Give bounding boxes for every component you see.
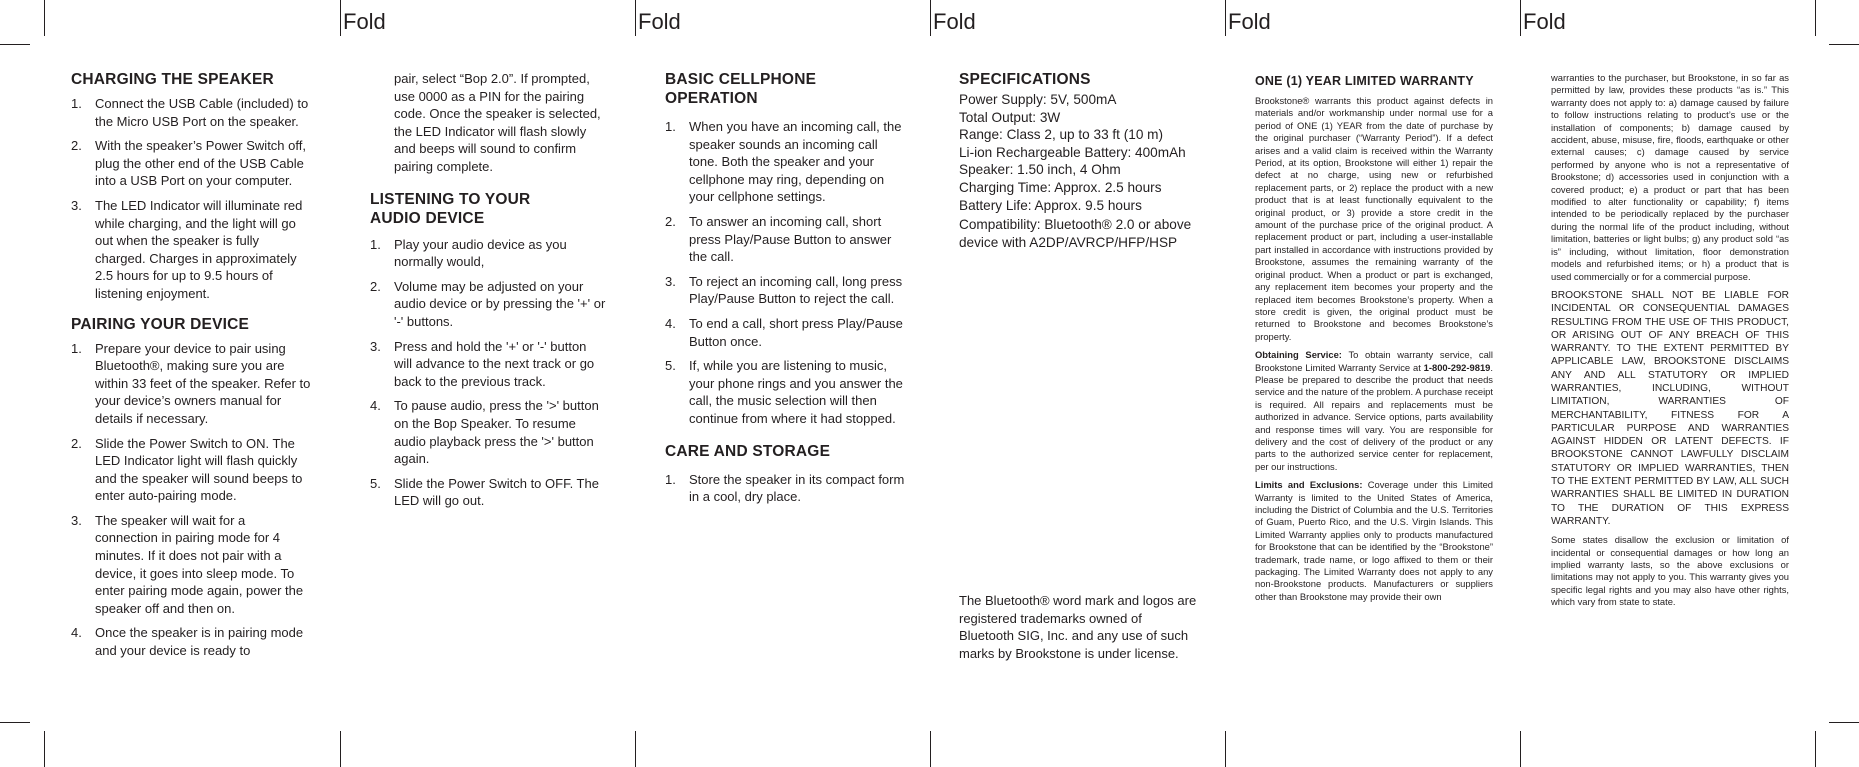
list-item [71, 95, 311, 130]
spec-range: Range: Class 2, up to 33 ft (10 m) [959, 127, 1164, 143]
fold-line [1225, 0, 1226, 36]
crop-mark [1829, 722, 1859, 723]
step-number: 3. [71, 197, 82, 213]
step-number: 2. [71, 435, 82, 451]
trademark-notice: The Bluetooth® word mark and logos are registered trademarks owned of Bluetooth SIG, Inc. and any use of such marks by Brookstone is under license. [959, 593, 1197, 661]
list-item [71, 137, 311, 190]
charging-steps [71, 95, 311, 303]
panel-specifications [959, 70, 1204, 661]
spec-power: Power Supply: 5V, 500mA [959, 92, 1117, 107]
step-text: Slide the Power Switch to OFF. The LED will go out. [394, 475, 599, 509]
panel-cellphone-care [665, 70, 910, 513]
obtaining-service-paragraph [1255, 349, 1493, 473]
service-phone: 1-800-292-9819 [1423, 361, 1491, 373]
list-item [370, 397, 606, 467]
step-number: 2. [665, 213, 676, 229]
obtaining-service-text: To obtain warranty service, call Brookstone Limited Warranty Service at [1255, 349, 1493, 373]
step-number: 2. [370, 278, 381, 294]
spec-battery-life: Battery Life: Approx. 9.5 hours [959, 197, 1142, 213]
fold-line [340, 0, 341, 36]
step-text: Store the speaker in its compact form in a cool, dry place. [689, 471, 905, 505]
step-text: Press and hold the '+' or '-' button will advance to the next track or go back to the previous track. [394, 338, 595, 389]
list-item [71, 340, 311, 428]
listening-heading [370, 190, 606, 228]
step-text: To answer an incoming call, short press Play/Pause Button to answer the call. [689, 213, 892, 265]
step-text: To end a call, short press Play/Pause Button once. [689, 315, 903, 349]
step-text: The speaker will wait for a connection in pairing mode for 4 minutes. If it does not pair with a device, it goes into sleep mode. To enter pairing mode again, power the speaker off and then on. [95, 512, 304, 616]
pairing-heading: PAIRING YOUR DEVICE [71, 315, 250, 333]
fold-line [340, 731, 341, 767]
listening-heading-line1: LISTENING TO YOUR [370, 190, 531, 208]
panel-charging-pairing [71, 70, 311, 667]
limits-paragraph [1255, 479, 1493, 603]
fold-label: Fold [638, 9, 681, 34]
list-item [370, 236, 606, 271]
step-text: Prepare your device to pair using Bluetooth®, making sure you are within 33 feet of the speaker. Refer to your device’s owners manual for details if necessary. [95, 340, 311, 426]
step-text: Slide the Power Switch to ON. The LED Indicator light will flash quickly and the speaker will sound beeps to enter auto-pairing mode. [95, 435, 303, 504]
listening-heading-line2: AUDIO DEVICE [370, 209, 485, 227]
fold-label: Fold [1523, 9, 1566, 34]
step-number: 3. [370, 338, 381, 354]
panel-warranty-continued [1551, 72, 1789, 615]
care-heading: CARE AND STORAGE [665, 442, 831, 460]
warranty-heading: ONE (1) YEAR LIMITED WARRANTY [1255, 74, 1474, 88]
fold-line [1520, 731, 1521, 767]
obtaining-service-label: Obtaining Service: [1255, 349, 1342, 361]
step-text: Play your audio device as you normally would, [394, 236, 567, 270]
fold-line [635, 731, 636, 767]
list-item [71, 435, 311, 505]
step-text: The LED Indicator will illuminate red while charging, and the light will go out when the speaker is fully charged. Charges in approximately 2.5 hours for up to 9.5 hours of listening enjoyment. [95, 197, 303, 301]
care-steps [665, 471, 910, 506]
warranty-continued-paragraph: warranties to the purchaser, but Brookstone, in so far as permitted by law, provides these products “as is.” This warranty does not apply to: a) damage caused by failure to follow instructions relating to product’s use or the installation of components; b) damage caused by accident, abuse, misuse, fire, floods, earthquake or other external causes; c) damage caused by service performed by anyone who is not a representative of Brookstone; d) accessories used in conjunction with a covered product; e) a product or part that has been modified to alter functionality or capability; f) items intended to be periodically replaced by the purchaser during the normal life of the product including, without limitation, batteries or light bulbs; g) any product sold “as is” including, without limitation, floor demonstration models and refurbished items; or h) a product that is used commercially or for a commercial purpose. [1551, 72, 1789, 282]
list-item [665, 315, 910, 350]
fold-line [930, 731, 931, 767]
crop-mark [0, 44, 30, 45]
list-item [370, 475, 606, 510]
step-number: 5. [665, 358, 676, 374]
liability-disclaimer: BROOKSTONE SHALL NOT BE LIABLE FOR INCIDENTAL OR CONSEQUENTIAL DAMAGES RESULTING FROM THE USE OF THIS PRODUCT, OR ARISING OUT OF ANY BREACH OF THIS WARRANTY. TO THE EXTENT PERMITTED BY APPLICABLE LAW, BROOKSTONE DISCLAIMS ANY AND ALL STATUTORY OR IMPLIED WARRANTIES, INCLUDING, WITHOUT LIMITATION, WARRANTIES OF MERCHANTABILITY, FITNESS FOR A PARTICULAR PURPOSE AND WARRANTIES AGAINST HIDDEN OR LATENT DEFECTS. IF BROOKSTONE CANNOT LAWFULLY DISCLAIM STATUTORY OR IMPLIED WARRANTIES, THEN TO THE EXTENT PERMITTED BY LAW, ALL SUCH WARRANTIES SHALL BE LIMITED IN DURATION TO THE DURATION OF THIS EXPRESS WARRANTY. [1551, 289, 1789, 527]
spec-charging-time: Charging Time: Approx. 2.5 hours [959, 179, 1162, 195]
step-number: 4. [665, 315, 676, 331]
list-item [71, 512, 311, 618]
step-number: 4. [370, 398, 381, 414]
fold-line [1225, 731, 1226, 767]
step-number: 3. [665, 273, 676, 289]
step-text: To reject an incoming call, long press Play/Pause Button to reject the call. [689, 273, 903, 307]
pairing-steps [71, 340, 311, 660]
crop-mark [1829, 44, 1859, 45]
crop-mark [44, 731, 45, 767]
list-item [71, 197, 311, 303]
cellphone-steps [665, 118, 910, 428]
step-text: To pause audio, press the '>' button on the Bop Speaker. To resume audio playback press the '>' button again. [394, 398, 599, 467]
crop-mark [44, 0, 45, 36]
step-text: If, while you are listening to music, your phone rings and you answer the call, the music selection will then continue from where it had stopped. [689, 358, 903, 426]
step-text: Connect the USB Cable (included) to the Micro USB Port on the speaker. [95, 96, 309, 129]
step-number: 2. [71, 138, 82, 154]
pairing-continued: pair, select “Bop 2.0”. If prompted, use 0000 as a PIN for the pairing code. Once the speaker is selected, the LED Indicator will flash slowly and beeps will sound to confirm pairing complete. [394, 71, 601, 174]
spec-compatibility: Compatibility: Bluetooth® 2.0 or above device with A2DP/AVRCP/HFP/HSP [959, 217, 1192, 250]
warranty-paragraph: Brookstone® warrants this product against defects in materials and/or workmanship under normal use for a period of ONE (1) YEAR from the date of purchase by the original purchaser (“Warranty Period”). If a defect arises and a valid claim is received within the Warranty Period, at its option, Brookstone will either 1) repair the defect at no charge, using new or refurbished replacement parts, or 2) replace the product with a new product that is at least functionally equivalent to the original product, or 3) provide a store credit in the amount of the purchase price of the original product. A replacement product or part, including a user-installable part installed in accordance with instructions provided by Brookstone, assumes the remaining warranty of the original product. When a product or part is exchanged, any replacement item becomes your property and the replaced item becomes Brookstone’s property. When a store credit is given, the original product must be returned to Brookstone and becomes Brookstone’s property. [1255, 95, 1493, 342]
list-item [71, 624, 311, 659]
fold-label: Fold [933, 9, 976, 34]
crop-mark [1815, 0, 1816, 36]
step-number: 1. [71, 96, 82, 111]
step-text: With the speaker’s Power Switch off, plug the other end of the USB Cable into a USB Port on your computer. [95, 138, 306, 189]
crop-mark [0, 722, 30, 723]
state-rights-paragraph: Some states disallow the exclusion or limitation of incidental or consequential damages or how long an implied warranty lasts, so the above exclusions or limitations may not apply to you. This warranty gives you specific legal rights and you may also have other rights, which vary from state to state. [1551, 534, 1789, 608]
list-item [665, 471, 910, 506]
step-number: 5. [370, 475, 381, 491]
panel-listening [370, 70, 606, 517]
limits-label: Limits and Exclusions: [1255, 479, 1363, 491]
fold-label: Fold [1228, 9, 1271, 34]
obtaining-service-text: . Please be prepared to describe the product that needs service and the nature of the problem. A purchase receipt is required. All repairs and replacements must be authorized in advance. Service options, parts availability and response times will vary. You are responsible for delivery and the cost of delivery of the product or any parts to the authorized service center for replacement, per our instructions. [1255, 361, 1493, 472]
step-text: Volume may be adjusted on your audio device or by pressing the '+' or '-' buttons. [394, 278, 606, 329]
list-item [370, 278, 606, 331]
step-number: 1. [71, 340, 82, 356]
step-number: 3. [71, 512, 82, 528]
list-item [665, 118, 910, 206]
step-text: Once the speaker is in pairing mode and your device is ready to [95, 625, 304, 659]
list-item [665, 273, 910, 308]
listening-steps [370, 236, 606, 510]
spec-battery: Li-ion Rechargeable Battery: 400mAh [959, 144, 1186, 160]
step-text: When you have an incoming call, the speaker sounds an incoming call tone. Both the speaker and your cellphone may ring, depending on your cellphone settings. [689, 119, 902, 205]
list-item [665, 357, 910, 427]
spec-speaker: Speaker: 1.50 inch, 4 Ohm [959, 162, 1121, 178]
step-number: 1. [370, 236, 381, 252]
panel-warranty [1255, 72, 1493, 609]
fold-label: Fold [343, 9, 386, 34]
list-item [665, 213, 910, 266]
list-item [370, 338, 606, 391]
crop-mark [1815, 731, 1816, 767]
step-number: 1. [665, 119, 676, 134]
fold-line [1520, 0, 1521, 36]
cellphone-heading: BASIC CELLPHONE OPERATION [665, 71, 817, 107]
fold-line [635, 0, 636, 36]
specs-heading: SPECIFICATIONS [959, 71, 1091, 88]
step-number: 1. [665, 471, 676, 487]
step-number: 4. [71, 625, 82, 641]
fold-line [930, 0, 931, 36]
spec-output: Total Output: 3W [959, 109, 1061, 125]
limits-text: Coverage under this Limited Warranty is limited to the United States of America, including the District of Columbia and the U.S. Territories of Guam, Puerto Rico, and the U.S. Virgin Islands. This Limited Warranty applies only to products manufactured for Brookstone that can be identified by the “Brookstone” trademark, trade name, or logo affixed to them or their packaging. The Limited Warranty does not apply to any non-Brookstone products. Manufacturers or suppliers other than Brookstone may provide their own [1255, 479, 1493, 602]
charging-heading: CHARGING THE SPEAKER [71, 71, 274, 88]
